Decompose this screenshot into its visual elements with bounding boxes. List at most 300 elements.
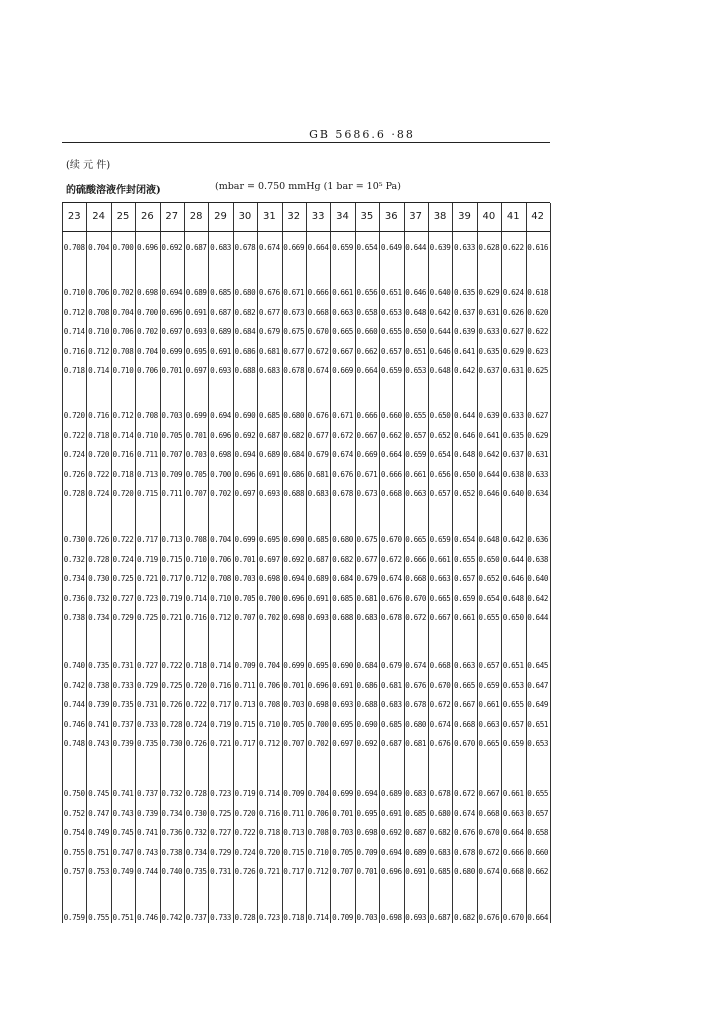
table-cell: 0.719 xyxy=(161,593,183,603)
table-cell: 0.702 xyxy=(210,489,231,498)
table-cell: 0.685 xyxy=(332,593,353,603)
table-cell: 0.717 xyxy=(136,535,158,544)
table-cell: 0.665 xyxy=(454,680,475,690)
table-cell: 0.694 xyxy=(234,450,256,459)
table-cell: 0.657 xyxy=(405,430,427,440)
table-cell: 0.722 xyxy=(161,661,183,670)
table-row xyxy=(62,679,550,693)
table-cell: 0.737 xyxy=(136,789,158,798)
table-cell: 0.667 xyxy=(478,789,500,798)
table-cell: 0.675 xyxy=(283,327,305,336)
table-cell: 0.688 xyxy=(234,366,256,375)
table-row xyxy=(62,846,550,860)
table-cell: 0.638 xyxy=(527,554,549,564)
table-cell: 0.687 xyxy=(258,430,280,440)
table-cell: 0.702 xyxy=(136,327,158,336)
table-cell: 0.725 xyxy=(112,574,134,583)
table-cell: 0.728 xyxy=(63,489,85,498)
table-cell: 0.710 xyxy=(63,288,85,297)
table-cell: 0.674 xyxy=(429,719,451,729)
table-cell: 0.684 xyxy=(234,327,256,336)
table-cell: 0.675 xyxy=(356,535,378,544)
table-cell: 0.746 xyxy=(136,913,158,922)
table-cell: 0.700 xyxy=(112,243,134,252)
table-cell: 0.706 xyxy=(112,327,134,336)
table-cell: 0.642 xyxy=(502,535,524,544)
table-cell: 0.665 xyxy=(405,535,427,544)
table-cell: 0.722 xyxy=(112,535,134,544)
table-cell: 0.725 xyxy=(210,808,231,818)
table-cell: 0.646 xyxy=(429,346,451,356)
table-cell: 0.670 xyxy=(307,327,329,336)
table-cell: 0.714 xyxy=(88,366,110,375)
table-cell: 0.650 xyxy=(502,613,524,622)
table-cell: 0.663 xyxy=(429,574,451,583)
table-cell: 0.732 xyxy=(88,593,110,603)
table-cell: 0.659 xyxy=(405,450,427,459)
table-cell: 0.749 xyxy=(112,867,134,876)
table-cell: 0.676 xyxy=(454,828,475,837)
table-cell: 0.700 xyxy=(136,307,158,317)
table-cell: 0.750 xyxy=(63,789,85,798)
table-cell: 0.707 xyxy=(234,613,256,622)
table-cell: 0.741 xyxy=(88,719,110,729)
table-cell: 0.730 xyxy=(88,574,110,583)
table-cell: 0.726 xyxy=(88,535,110,544)
table-cell: 0.700 xyxy=(258,593,280,603)
table-cell: 0.704 xyxy=(112,307,134,317)
table-cell: 0.676 xyxy=(307,411,329,420)
table-cell: 0.674 xyxy=(332,450,353,459)
table-cell: 0.685 xyxy=(258,411,280,420)
column-header: 39 xyxy=(458,211,471,222)
table-cell: 0.642 xyxy=(478,450,500,459)
table-cell: 0.627 xyxy=(502,327,524,336)
table-cell: 0.755 xyxy=(88,913,110,922)
table-cell: 0.687 xyxy=(307,554,329,564)
table-cell: 0.699 xyxy=(161,346,183,356)
table-cell: 0.698 xyxy=(258,574,280,583)
table-cell: 0.683 xyxy=(356,613,378,622)
table-cell: 0.692 xyxy=(380,828,402,837)
table-cell: 0.667 xyxy=(356,430,378,440)
table-cell: 0.638 xyxy=(502,469,524,479)
table-cell: 0.666 xyxy=(356,411,378,420)
table-cell: 0.662 xyxy=(527,867,549,876)
table-cell: 0.703 xyxy=(161,411,183,420)
table-cell: 0.713 xyxy=(136,469,158,479)
table-cell: 0.752 xyxy=(63,808,85,818)
table-cell: 0.685 xyxy=(405,808,427,818)
table-cell: 0.702 xyxy=(258,613,280,622)
table-cell: 0.653 xyxy=(405,366,427,375)
table-cell: 0.616 xyxy=(527,243,549,252)
table-cell: 0.728 xyxy=(161,719,183,729)
table-cell: 0.738 xyxy=(63,613,85,622)
table-cell: 0.708 xyxy=(88,307,110,317)
table-cell: 0.733 xyxy=(136,719,158,729)
table-cell: 0.727 xyxy=(136,661,158,670)
table-cell: 0.712 xyxy=(88,346,110,356)
table-cell: 0.747 xyxy=(112,847,134,857)
table-cell: 0.731 xyxy=(136,700,158,709)
table-cell: 0.714 xyxy=(210,661,231,670)
table-cell: 0.727 xyxy=(210,828,231,837)
column-header: 24 xyxy=(92,211,105,222)
table-cell: 0.646 xyxy=(454,430,475,440)
table-cell: 0.725 xyxy=(161,680,183,690)
table-cell: 0.724 xyxy=(112,554,134,564)
table-cell: 0.664 xyxy=(380,450,402,459)
table-cell: 0.706 xyxy=(258,680,280,690)
table-cell: 0.717 xyxy=(161,574,183,583)
table-cell: 0.678 xyxy=(429,789,451,798)
table-cell: 0.682 xyxy=(234,307,256,317)
table-cell: 0.668 xyxy=(380,489,402,498)
table-cell: 0.694 xyxy=(356,789,378,798)
table-cell: 0.683 xyxy=(429,847,451,857)
table-cell: 0.631 xyxy=(527,450,549,459)
table-cell: 0.696 xyxy=(234,469,256,479)
table-cell: 0.715 xyxy=(234,719,256,729)
table-cell: 0.636 xyxy=(527,535,549,544)
table-cell: 0.672 xyxy=(307,346,329,356)
table-cell: 0.703 xyxy=(332,828,353,837)
table-cell: 0.668 xyxy=(454,719,475,729)
table-cell: 0.686 xyxy=(234,346,256,356)
table-cell: 0.685 xyxy=(429,867,451,876)
table-cell: 0.629 xyxy=(527,430,549,440)
table-cell: 0.631 xyxy=(478,307,500,317)
table-cell: 0.708 xyxy=(63,243,85,252)
table-row xyxy=(62,826,550,840)
table-row xyxy=(62,487,550,501)
table-cell: 0.729 xyxy=(136,680,158,690)
table-cell: 0.661 xyxy=(429,554,451,564)
table-cell: 0.737 xyxy=(185,913,207,922)
table-cell: 0.701 xyxy=(161,366,183,375)
table-cell: 0.667 xyxy=(454,700,475,709)
table-cell: 0.695 xyxy=(258,535,280,544)
table-cell: 0.724 xyxy=(88,489,110,498)
table-row xyxy=(62,533,550,547)
table-cell: 0.631 xyxy=(502,366,524,375)
table-cell: 0.705 xyxy=(234,593,256,603)
table-cell: 0.684 xyxy=(332,574,353,583)
table-cell: 0.716 xyxy=(185,613,207,622)
table-cell: 0.722 xyxy=(63,430,85,440)
table-cell: 0.698 xyxy=(210,450,231,459)
table-cell: 0.651 xyxy=(502,661,524,670)
table-cell: 0.660 xyxy=(380,411,402,420)
table-cell: 0.714 xyxy=(112,430,134,440)
table-cell: 0.644 xyxy=(429,327,451,336)
data-table xyxy=(62,203,550,923)
table-cell: 0.748 xyxy=(63,739,85,748)
table-cell: 0.670 xyxy=(380,535,402,544)
table-cell: 0.684 xyxy=(283,450,305,459)
table-cell: 0.668 xyxy=(405,574,427,583)
table-cell: 0.650 xyxy=(478,554,500,564)
table-cell: 0.721 xyxy=(258,867,280,876)
column-header: 34 xyxy=(336,211,349,222)
table-cell: 0.701 xyxy=(185,430,207,440)
table-cell: 0.680 xyxy=(234,288,256,297)
table-cell: 0.711 xyxy=(161,489,183,498)
table-cell: 0.732 xyxy=(185,828,207,837)
column-header: 35 xyxy=(360,211,374,222)
table-row xyxy=(62,698,550,712)
table-cell: 0.645 xyxy=(527,661,549,670)
table-cell: 0.740 xyxy=(161,867,183,876)
table-cell: 0.731 xyxy=(210,867,231,876)
table-cell: 0.704 xyxy=(258,661,280,670)
table-cell: 0.734 xyxy=(161,808,183,818)
table-cell: 0.688 xyxy=(283,489,305,498)
table-cell: 0.753 xyxy=(88,867,110,876)
table-cell: 0.652 xyxy=(429,430,451,440)
table-cell: 0.734 xyxy=(185,847,207,857)
table-cell: 0.755 xyxy=(63,847,85,857)
table-cell: 0.657 xyxy=(380,346,402,356)
liquid-note: 的硫酸溶液作封闭液) xyxy=(66,185,161,196)
table-cell: 0.713 xyxy=(161,535,183,544)
table-row xyxy=(62,572,550,586)
table-cell: 0.644 xyxy=(454,411,475,420)
table-cell: 0.759 xyxy=(63,913,85,922)
table-cell: 0.697 xyxy=(234,489,256,498)
table-cell: 0.702 xyxy=(307,739,329,748)
table-cell: 0.685 xyxy=(210,288,231,297)
table-cell: 0.670 xyxy=(478,828,500,837)
continued-note: (续 元 件) xyxy=(66,160,111,171)
table-cell: 0.701 xyxy=(356,867,378,876)
table-cell: 0.696 xyxy=(210,430,231,440)
table-cell: 0.743 xyxy=(112,808,134,818)
table-row xyxy=(62,592,550,606)
table-cell: 0.716 xyxy=(88,411,110,420)
table-cell: 0.664 xyxy=(527,913,549,922)
table-cell: 0.676 xyxy=(258,288,280,297)
table-cell: 0.683 xyxy=(258,366,280,375)
table-cell: 0.691 xyxy=(210,346,231,356)
table-cell: 0.680 xyxy=(332,535,353,544)
table-cell: 0.736 xyxy=(63,593,85,603)
table-cell: 0.679 xyxy=(380,661,402,670)
table-cell: 0.654 xyxy=(356,243,378,252)
table-cell: 0.683 xyxy=(380,700,402,709)
table-cell: 0.666 xyxy=(502,847,524,857)
table-cell: 0.656 xyxy=(356,288,378,297)
table-cell: 0.650 xyxy=(405,327,427,336)
table-cell: 0.644 xyxy=(478,469,500,479)
table-cell: 0.698 xyxy=(307,700,329,709)
table-cell: 0.730 xyxy=(63,535,85,544)
table-cell: 0.710 xyxy=(185,554,207,564)
table-cell: 0.646 xyxy=(478,489,500,498)
table-cell: 0.718 xyxy=(88,430,110,440)
table-cell: 0.635 xyxy=(478,346,500,356)
table-cell: 0.693 xyxy=(307,613,329,622)
table-cell: 0.714 xyxy=(258,789,280,798)
table-cell: 0.677 xyxy=(258,307,280,317)
table-cell: 0.715 xyxy=(283,847,305,857)
table-cell: 0.706 xyxy=(210,554,231,564)
table-cell: 0.622 xyxy=(502,243,524,252)
table-cell: 0.689 xyxy=(258,450,280,459)
table-cell: 0.722 xyxy=(88,469,110,479)
table-cell: 0.708 xyxy=(185,535,207,544)
table-cell: 0.728 xyxy=(88,554,110,564)
table-cell: 0.676 xyxy=(405,680,427,690)
table-cell: 0.744 xyxy=(136,867,158,876)
table-cell: 0.733 xyxy=(112,680,134,690)
table-cell: 0.657 xyxy=(527,808,549,818)
table-cell: 0.691 xyxy=(380,808,402,818)
table-cell: 0.654 xyxy=(454,535,475,544)
table-cell: 0.640 xyxy=(429,288,451,297)
table-cell: 0.693 xyxy=(185,327,207,336)
table-cell: 0.706 xyxy=(307,808,329,818)
table-cell: 0.674 xyxy=(380,574,402,583)
table-cell: 0.703 xyxy=(356,913,378,922)
table-cell: 0.716 xyxy=(258,808,280,818)
table-cell: 0.674 xyxy=(454,808,475,818)
table-cell: 0.698 xyxy=(356,828,378,837)
table-cell: 0.717 xyxy=(234,739,256,748)
table-cell: 0.718 xyxy=(283,913,305,922)
table-cell: 0.670 xyxy=(405,593,427,603)
table-cell: 0.680 xyxy=(283,411,305,420)
table-cell: 0.655 xyxy=(478,613,500,622)
table-cell: 0.693 xyxy=(405,913,427,922)
standard-number: GB 5686.6 ·88 xyxy=(309,128,415,141)
table-cell: 0.710 xyxy=(136,430,158,440)
table-cell: 0.663 xyxy=(332,307,353,317)
table-cell: 0.651 xyxy=(527,719,549,729)
table-cell: 0.694 xyxy=(161,288,183,297)
table-cell: 0.640 xyxy=(527,574,549,583)
table-cell: 0.671 xyxy=(356,469,378,479)
table-cell: 0.718 xyxy=(63,366,85,375)
table-cell: 0.693 xyxy=(258,489,280,498)
table-cell: 0.655 xyxy=(380,327,402,336)
table-cell: 0.744 xyxy=(63,700,85,709)
column-header: 26 xyxy=(141,211,154,222)
table-cell: 0.690 xyxy=(356,719,378,729)
column-header: 27 xyxy=(165,211,179,222)
table-cell: 0.743 xyxy=(136,847,158,857)
table-cell: 0.694 xyxy=(210,411,231,420)
table-cell: 0.711 xyxy=(136,450,158,459)
table-cell: 0.724 xyxy=(63,450,85,459)
table-cell: 0.647 xyxy=(527,680,549,690)
table-cell: 0.709 xyxy=(161,469,183,479)
table-cell: 0.670 xyxy=(454,739,475,748)
table-cell: 0.722 xyxy=(234,828,256,837)
table-cell: 0.724 xyxy=(234,847,256,857)
table-cell: 0.708 xyxy=(136,411,158,420)
table-cell: 0.698 xyxy=(380,913,402,922)
table-cell: 0.678 xyxy=(380,613,402,622)
table-cell: 0.738 xyxy=(161,847,183,857)
table-cell: 0.658 xyxy=(527,828,549,837)
table-cell: 0.708 xyxy=(210,574,231,583)
table-row xyxy=(62,807,550,821)
table-cell: 0.657 xyxy=(478,661,500,670)
table-cell: 0.676 xyxy=(429,739,451,748)
table-cell: 0.720 xyxy=(258,847,280,857)
table-cell: 0.713 xyxy=(234,700,256,709)
table-cell: 0.635 xyxy=(502,430,524,440)
table-cell: 0.633 xyxy=(478,327,500,336)
table-cell: 0.699 xyxy=(332,789,353,798)
table-cell: 0.689 xyxy=(380,789,402,798)
table-cell: 0.691 xyxy=(258,469,280,479)
table-cell: 0.740 xyxy=(63,661,85,670)
table-cell: 0.654 xyxy=(478,593,500,603)
table-cell: 0.705 xyxy=(283,719,305,729)
table-cell: 0.651 xyxy=(380,288,402,297)
table-cell: 0.640 xyxy=(502,489,524,498)
table-cell: 0.659 xyxy=(332,243,353,252)
table-cell: 0.710 xyxy=(88,327,110,336)
table-cell: 0.727 xyxy=(112,593,134,603)
table-cell: 0.648 xyxy=(454,450,475,459)
table-cell: 0.735 xyxy=(112,700,134,709)
table-cell: 0.623 xyxy=(527,346,549,356)
table-cell: 0.685 xyxy=(380,719,402,729)
column-header: 25 xyxy=(116,211,130,222)
unit-note: (mbar = 0.750 mmHg (1 bar = 10⁵ Pa) xyxy=(215,181,401,192)
table-cell: 0.726 xyxy=(161,700,183,709)
table-cell: 0.700 xyxy=(210,469,231,479)
column-header: 29 xyxy=(214,211,227,222)
column-divider xyxy=(550,203,551,923)
table-cell: 0.735 xyxy=(136,739,158,748)
table-cell: 0.664 xyxy=(356,366,378,375)
table-cell: 0.741 xyxy=(112,789,134,798)
column-header: 40 xyxy=(482,211,496,222)
table-cell: 0.693 xyxy=(332,700,353,709)
table-cell: 0.672 xyxy=(454,789,475,798)
table-cell: 0.742 xyxy=(63,680,85,690)
table-cell: 0.720 xyxy=(88,450,110,459)
table-cell: 0.665 xyxy=(332,327,353,336)
table-cell: 0.730 xyxy=(185,808,207,818)
table-cell: 0.641 xyxy=(478,430,500,440)
table-cell: 0.652 xyxy=(454,489,475,498)
table-cell: 0.712 xyxy=(112,411,134,420)
table-cell: 0.719 xyxy=(234,789,256,798)
table-cell: 0.633 xyxy=(527,469,549,479)
table-cell: 0.680 xyxy=(454,867,475,876)
table-cell: 0.687 xyxy=(429,913,451,922)
table-cell: 0.673 xyxy=(283,307,305,317)
table-cell: 0.683 xyxy=(405,789,427,798)
column-header: 33 xyxy=(311,211,325,222)
table-cell: 0.639 xyxy=(429,243,451,252)
table-cell: 0.677 xyxy=(307,430,329,440)
table-cell: 0.719 xyxy=(210,719,231,729)
table-cell: 0.648 xyxy=(502,593,524,603)
table-cell: 0.683 xyxy=(307,489,329,498)
table-cell: 0.692 xyxy=(161,243,183,252)
table-cell: 0.701 xyxy=(283,680,305,690)
column-header: 32 xyxy=(287,211,301,222)
table-cell: 0.659 xyxy=(478,680,500,690)
table-cell: 0.726 xyxy=(63,469,85,479)
